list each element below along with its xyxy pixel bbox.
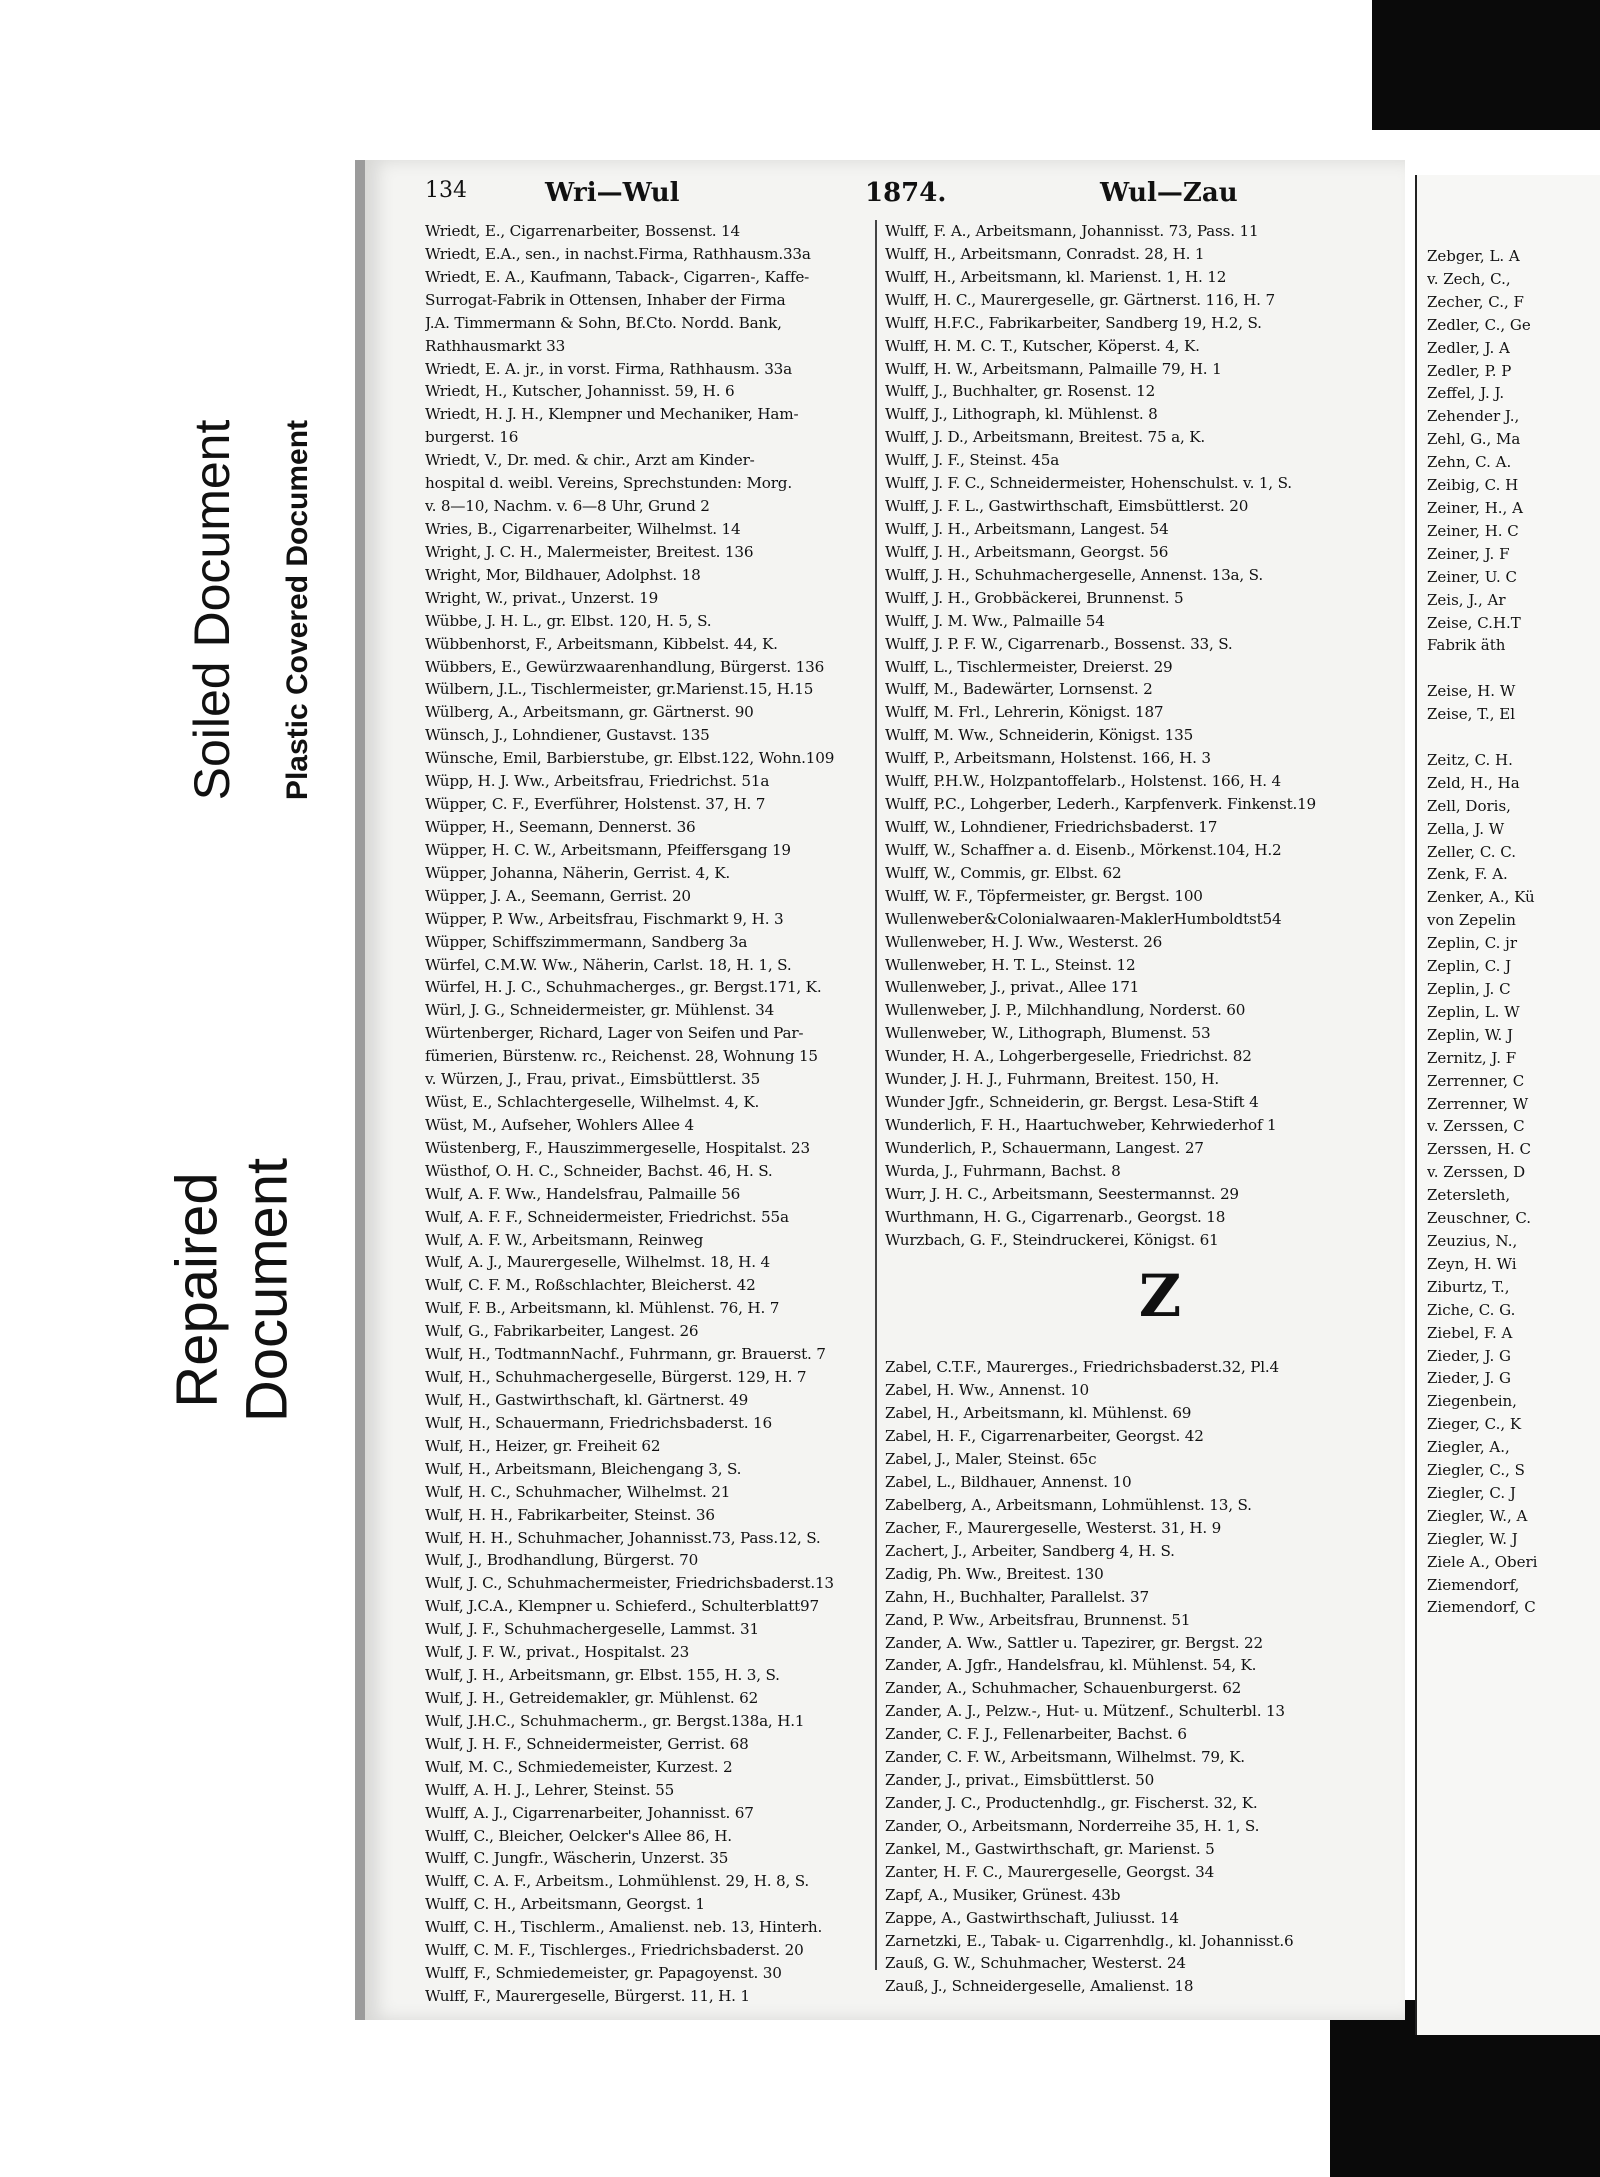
adjacent-entry: Ziemendorf, C — [1427, 1598, 1536, 1617]
soiled-document-stamp — [175, 270, 325, 950]
directory-entry: Wüsthof, O. H. C., Schneider, Bachst. 46, H. S. — [425, 1161, 773, 1180]
directory-entry: Zander, A., Schuhmacher, Schauenburgerst. 62 — [885, 1679, 1242, 1698]
directory-entry: Wulff, J. P. F. W., Cigarrenarb., Bossenst. 33, S. — [885, 634, 1233, 653]
directory-entry: Wries, B., Cigarrenarbeiter, Wilhelmst. 14 — [425, 519, 741, 538]
directory-entry: Wübbers, E., Gewürzwaarenhandlung, Bürgerst. 136 — [425, 657, 825, 676]
adjacent-entry: Fabrik äth — [1427, 636, 1506, 655]
directory-entry: Wright, Mor, Bildhauer, Adolphst. 18 — [425, 565, 701, 584]
right-range: Wul—Zau — [1100, 178, 1238, 208]
adjacent-entry: Zedler, C., Ge — [1427, 315, 1531, 334]
directory-entry: Zabel, H. Ww., Annenst. 10 — [885, 1381, 1089, 1400]
directory-entry: Wünsch, J., Lohndiener, Gustavst. 135 — [425, 726, 710, 745]
directory-entry: Wulf, H., Gastwirthschaft, kl. Gärtnerst. 49 — [425, 1391, 749, 1410]
directory-entry: Wulf, M. C., Schmiedemeister, Kurzest. 2 — [425, 1757, 733, 1776]
adjacent-entry: Zeyn, H. Wi — [1427, 1254, 1517, 1273]
adjacent-entry: Zenker, A., Kü — [1427, 888, 1535, 907]
directory-entry: Wüpper, Johanna, Näherin, Gerrist. 4, K. — [425, 863, 731, 882]
adjacent-column — [1427, 245, 1600, 1619]
directory-entry: v. 8—10, Nachm. v. 6—8 Uhr, Grund 2 — [425, 497, 710, 516]
directory-entry: Wriedt, E.A., sen., in nachst.Firma, Rathhausm.33a — [425, 244, 811, 263]
adjacent-entry: Zebger, L. A — [1427, 247, 1520, 265]
directory-entry: Wulf, H., Arbeitsmann, Bleichengang 3, S. — [425, 1459, 742, 1478]
directory-entry: Wulff, J. F., Steinst. 45a — [885, 451, 1060, 470]
directory-entry: Zander, A. Jgfr., Handelsfrau, kl. Mühlenst. 54, K. — [885, 1656, 1257, 1675]
directory-entry: Wulf, J.C.A., Klempner u. Schieferd., Schulterblatt97 — [425, 1597, 819, 1616]
adjacent-entry: Ziegler, W., A — [1427, 1506, 1528, 1525]
directory-entry: Zabelberg, A., Arbeitsmann, Lohmühlenst. 13, S. — [885, 1496, 1252, 1515]
directory-entry: v. Würzen, J., Frau, privat., Eimsbüttlerst. 35 — [425, 1070, 761, 1089]
directory-entry: Zankel, M., Gastwirthschaft, gr. Marienst. 5 — [885, 1839, 1215, 1858]
directory-entry: fümerien, Bürstenw. rc., Reichenst. 28, Wohnung 15 — [425, 1047, 818, 1066]
right-column — [885, 220, 1395, 1998]
directory-entry: Wright, W., privat., Unzerst. 19 — [425, 588, 659, 607]
directory-entry: Wurzbach, G. F., Steindruckerei, Königst. 61 — [885, 1230, 1219, 1249]
directory-entry: Wulff, J. H., Arbeitsmann, Georgst. 56 — [885, 542, 1169, 561]
adjacent-entry: Zella, J. W — [1427, 819, 1505, 838]
adjacent-entry: Zecher, C., F — [1427, 292, 1524, 311]
directory-entry: Wulff, W., Schaffner a. d. Eisenb., Mörkenst.104, H.2 — [885, 840, 1282, 859]
directory-entry: Wunderlich, F. H., Haartuchweber, Kehrwiederhof 1 — [885, 1115, 1277, 1134]
directory-entry: Wulff, M., Badewärter, Lornsenst. 2 — [885, 680, 1153, 699]
directory-entry: Zappe, A., Gastwirthschaft, Juliusst. 14 — [885, 1908, 1179, 1927]
directory-entry: Zabel, J., Maler, Steinst. 65c — [885, 1450, 1097, 1469]
directory-entry: Wulff, J. F. C., Schneidermeister, Hohenschulst. v. 1, S. — [885, 474, 1292, 493]
adjacent-entry: Ziegler, C. J — [1427, 1483, 1516, 1502]
adjacent-entry: Zeise, T., El — [1427, 705, 1516, 724]
adjacent-entry: Zenk, F. A. — [1427, 865, 1508, 884]
directory-entry: Wright, J. C. H., Malermeister, Breitest. 136 — [425, 542, 754, 561]
directory-entry: Wulf, H., Heizer, gr. Freiheit 62 — [425, 1436, 661, 1455]
directory-entry: Wulff, F. A., Arbeitsmann, Johannisst. 73, Pass. 11 — [885, 222, 1259, 240]
directory-entry: Wübbenhorst, F., Arbeitsmann, Kibbelst. 44, K. — [425, 634, 778, 653]
directory-entry: J.A. Timmermann & Sohn, Bf.Cto. Nordd. Bank, — [425, 313, 782, 332]
directory-entry: Wulff, H.F.C., Fabrikarbeiter, Sandberg 19, H.2, S. — [885, 313, 1262, 332]
directory-entry: Wullenweber&Colonialwaaren-MaklerHumboldtst54 — [885, 909, 1282, 928]
directory-entry: Würtenberger, Richard, Lager von Seifen und Par- — [425, 1024, 804, 1043]
directory-entry: Wulff, A. J., Cigarrenarbeiter, Johannisst. 67 — [425, 1803, 754, 1822]
directory-entry: Wriedt, E. A., Kaufmann, Taback-, Cigarren-, Kaffe- — [425, 267, 810, 286]
directory-entry: Wurda, J., Fuhrmann, Bachst. 8 — [885, 1161, 1121, 1180]
directory-entry: Wulf, A. J., Maurergeselle, Wilhelmst. 18, H. 4 — [425, 1253, 770, 1272]
directory-entry: Wulff, W., Commis, gr. Elbst. 62 — [885, 863, 1122, 882]
left-column — [425, 220, 865, 2008]
directory-page — [355, 160, 1405, 2020]
directory-entry: Zander, J. C., Productenhdlg., gr. Fischerst. 32, K. — [885, 1794, 1258, 1812]
directory-entry: Wulff, M. Frl., Lehrerin, Königst. 187 — [885, 703, 1164, 722]
directory-entry: Wulf, H., Schauermann, Friedrichsbaderst. 16 — [425, 1413, 772, 1432]
adjacent-entry: Zeffel, J. J. — [1427, 384, 1505, 403]
repaired-label-1: Repaired — [164, 1172, 230, 1408]
directory-entry: Rathhausmarkt 33 — [425, 336, 566, 355]
directory-entry: Wulff, H., Arbeitsmann, kl. Marienst. 1, H. 12 — [885, 267, 1227, 286]
directory-entry: Wulf, J. F. W., privat., Hospitalst. 23 — [425, 1643, 690, 1662]
directory-entry: Zander, C. F. J., Fellenarbeiter, Bachst. 6 — [885, 1725, 1187, 1744]
directory-entry: Zabel, L., Bildhauer, Annenst. 10 — [885, 1473, 1132, 1492]
directory-entry: Wurr, J. H. C., Arbeitsmann, Seestermannst. 29 — [885, 1184, 1239, 1203]
directory-entry: Wülberg, A., Arbeitsmann, gr. Gärtnerst. 90 — [425, 703, 754, 722]
adjacent-entry: Ziegenbein, — [1427, 1392, 1517, 1411]
adjacent-entry: Ziburtz, T., — [1427, 1277, 1510, 1296]
adjacent-entry: Zeise, C.H.T — [1427, 613, 1521, 632]
directory-entry: Wulff, J. F. L., Gastwirthschaft, Eimsbüttlerst. 20 — [885, 497, 1249, 516]
directory-entry: Wüpper, Schiffszimmermann, Sandberg 3a — [425, 932, 748, 951]
directory-entry: Wulff, J., Lithograph, kl. Mühlenst. 8 — [885, 405, 1158, 424]
directory-entry: Wulf, C. F. M., Roßschlachter, Bleicherst. 42 — [425, 1276, 756, 1295]
adjacent-entry: Zerrenner, W — [1427, 1094, 1529, 1113]
directory-entry: Wülbern, J.L., Tischlermeister, gr.Marienst.15, H.15 — [425, 680, 814, 699]
adjacent-entry: Zeplin, J. C — [1427, 980, 1511, 998]
directory-entry: Wulff, C. H., Arbeitsmann, Georgst. 1 — [425, 1895, 705, 1914]
adjacent-entry: Zehl, G., Ma — [1427, 430, 1521, 449]
adjacent-entry: von Zepelin — [1427, 911, 1516, 930]
directory-entry: Wüst, M., Aufseher, Wohlers Allee 4 — [425, 1115, 694, 1134]
adjacent-entry: Zeplin, L. W — [1427, 1002, 1520, 1021]
directory-entry: Wunder, H. A., Lohgerbergeselle, Friedrichst. 82 — [885, 1047, 1252, 1066]
directory-entry: Wünsche, Emil, Barbierstube, gr. Elbst.122, Wohn.109 — [425, 749, 835, 768]
adjacent-entry: Zeis, J., Ar — [1427, 590, 1506, 609]
directory-entry: Würfel, H. J. C., Schuhmacherges., gr. Bergst.171, K. — [425, 978, 822, 997]
directory-entry: Zanter, H. F. C., Maurergeselle, Georgst. 34 — [885, 1862, 1215, 1881]
adjacent-entry: Zeise, H. W — [1427, 682, 1516, 701]
directory-entry: Wullenweber, J., privat., Allee 171 — [885, 978, 1140, 997]
adjacent-entry: Zernitz, J. F — [1427, 1048, 1517, 1067]
directory-entry: Wüst, E., Schlachtergeselle, Wilhelmst. 4, K. — [425, 1093, 760, 1112]
directory-entry: Zabel, H., Arbeitsmann, kl. Mühlenst. 69 — [885, 1404, 1192, 1423]
adjacent-entry: Zehn, C. A. — [1427, 453, 1512, 472]
adjacent-entry: Zeitz, C. H. — [1427, 750, 1513, 769]
adjacent-entry: v. Zerssen, C — [1427, 1117, 1525, 1136]
directory-entry: Wübbe, J. H. L., gr. Elbst. 120, H. 5, S. — [425, 611, 712, 630]
directory-entry: Wulf, J.H.C., Schuhmacherm., gr. Bergst.138a, H.1 — [425, 1711, 805, 1730]
directory-entry: Zander, C. F. W., Arbeitsmann, Wilhelmst. 79, K. — [885, 1748, 1245, 1767]
directory-entry: Wulff, F., Maurergeselle, Bürgerst. 11, H. 1 — [425, 1986, 750, 2005]
directory-entry: Wulff, A. H. J., Lehrer, Steinst. 55 — [425, 1780, 675, 1799]
repaired-label-2: Document — [234, 1157, 300, 1423]
left-range: Wri—Wul — [545, 178, 680, 208]
adjacent-entry — [1427, 726, 1600, 749]
plastic-label: Plastic Covered Document — [281, 419, 314, 801]
directory-entry: Wulf, J. C., Schuhmachermeister, Friedrichsbaderst.13 — [425, 1574, 834, 1593]
film-edge-top — [1372, 0, 1600, 130]
directory-entry: Wulff, L., Tischlermeister, Dreierst. 29 — [885, 657, 1173, 676]
directory-entry: Surrogat-Fabrik in Ottensen, Inhaber der Firma — [425, 290, 786, 309]
directory-entry: Zander, O., Arbeitsmann, Norderreihe 35, H. 1, S. — [885, 1816, 1260, 1835]
directory-entry: Wurthmann, H. G., Cigarrenarb., Georgst. 18 — [885, 1207, 1226, 1226]
directory-entry: Wulf, H., Schuhmachergeselle, Bürgerst. 129, H. 7 — [425, 1368, 807, 1387]
adjacent-entry: Zeibig, C. H — [1427, 476, 1519, 495]
adjacent-entry: Zedler, J. A — [1427, 338, 1510, 357]
directory-entry: Wunderlich, P., Schauermann, Langest. 27 — [885, 1138, 1204, 1157]
directory-entry: Wulff, H. C., Maurergeselle, gr. Gärtnerst. 116, H. 7 — [885, 290, 1275, 309]
directory-entry: Wulf, J. H., Getreidemakler, gr. Mühlenst. 62 — [425, 1689, 759, 1707]
directory-entry: Wulff, P., Arbeitsmann, Holstenst. 166, H. 3 — [885, 749, 1211, 768]
directory-entry: Zarnetzki, E., Tabak- u. Cigarrenhdlg., kl. Johannisst.6 — [885, 1931, 1294, 1950]
directory-entry: Zapf, A., Musiker, Grünest. 43b — [885, 1885, 1121, 1904]
directory-entry: Wüstenberg, F., Hauszimmergeselle, Hospitalst. 23 — [425, 1138, 810, 1157]
directory-entry: Wulf, G., Fabrikarbeiter, Langest. 26 — [425, 1322, 699, 1341]
directory-entry: Wulff, P.C., Lohgerber, Lederh., Karpfenverk. Finkenst.19 — [885, 795, 1317, 814]
directory-entry: Wulff, W. F., Töpfermeister, gr. Bergst. 100 — [885, 886, 1203, 905]
page-number: 134 — [425, 178, 467, 203]
adjacent-entry: Ziegler, W. J — [1427, 1529, 1518, 1548]
directory-entry: Zacher, F., Maurergeselle, Westerst. 31, H. 9 — [885, 1518, 1222, 1537]
directory-entry: Wulff, H. W., Arbeitsmann, Palmaille 79, H. 1 — [885, 359, 1222, 378]
directory-entry: Zadig, Ph. Ww., Breitest. 130 — [885, 1564, 1104, 1583]
adjacent-entry: Zeuzius, N., — [1427, 1231, 1518, 1250]
directory-entry: Wulff, H. M. C. T., Kutscher, Köperst. 4, K. — [885, 336, 1200, 355]
directory-entry: Wulff, J. H., Grobbäckerei, Brunnenst. 5 — [885, 588, 1184, 607]
directory-entry: Zauß, G. W., Schuhmacher, Westerst. 24 — [885, 1954, 1186, 1973]
adjacent-entry: Zeiner, J. F — [1427, 544, 1510, 563]
adjacent-entry: Ziegler, A., — [1427, 1438, 1510, 1457]
directory-entry: Wullenweber, W., Lithograph, Blumenst. 53 — [885, 1024, 1211, 1043]
directory-entry: Wullenweber, J. P., Milchhandlung, Norderst. 60 — [885, 1001, 1246, 1020]
repaired-document-stamp — [150, 1080, 320, 1500]
directory-entry: Wulff, C. Jungfr., Wäscherin, Unzerst. 35 — [425, 1849, 729, 1868]
adjacent-entry: Zeiner, H. C — [1427, 521, 1519, 540]
directory-entry: Wulff, J. H., Schuhmachergeselle, Annenst. 13a, S. — [885, 565, 1263, 584]
adjacent-entry — [1427, 657, 1600, 680]
directory-entry: Zander, A. J., Pelzw.-, Hut- u. Mützenf., Schulterbl. 13 — [885, 1702, 1285, 1721]
directory-entry: Zahn, H., Buchhalter, Parallelst. 37 — [885, 1587, 1149, 1606]
directory-entry: Wulf, F. B., Arbeitsmann, kl. Mühlenst. 76, H. 7 — [425, 1299, 780, 1318]
adjacent-entry: Zieder, J. G — [1427, 1369, 1512, 1388]
directory-entry: Wüpp, H. J. Ww., Arbeitsfrau, Friedrichst. 51a — [425, 772, 770, 791]
directory-entry: Zachert, J., Arbeiter, Sandberg 4, H. S. — [885, 1541, 1175, 1560]
adjacent-entry: Zieger, C., K — [1427, 1415, 1522, 1434]
adjacent-entry: Zell, Doris, — [1427, 796, 1511, 815]
adjacent-entry: Zeld, H., Ha — [1427, 773, 1520, 792]
year: 1874. — [865, 178, 947, 208]
adjacent-entry: Zeiner, U. C — [1427, 567, 1517, 586]
directory-entry: Würl, J. G., Schneidermeister, gr. Mühlenst. 34 — [425, 1001, 775, 1020]
adjacent-entry: Zeplin, C. J — [1427, 957, 1512, 976]
directory-entry: Wüpper, H., Seemann, Dennerst. 36 — [425, 817, 696, 836]
column-divider — [875, 220, 877, 1970]
directory-entry: Wulff, C. A. F., Arbeitsm., Lohmühlenst. 29, H. 8, S. — [425, 1872, 810, 1891]
directory-entry: Wulf, J. F., Schuhmachergeselle, Lammst. 31 — [425, 1620, 759, 1639]
adjacent-entry: Zeplin, C. jr — [1427, 934, 1517, 953]
directory-entry: Wriedt, V., Dr. med. & chir., Arzt am Kinder- — [425, 451, 755, 470]
directory-entry: Wulf, J. H. F., Schneidermeister, Gerrist. 68 — [425, 1734, 749, 1753]
soiled-label: Soiled Document — [184, 419, 240, 801]
adjacent-entry: v. Zerssen, D — [1427, 1163, 1526, 1182]
adjacent-entry: Zeuschner, C. — [1427, 1209, 1532, 1228]
directory-entry: Wüpper, P. Ww., Arbeitsfrau, Fischmarkt 9, H. 3 — [425, 909, 784, 928]
directory-entry: Wriedt, H. J. H., Klempner und Mechaniker, Ham- — [425, 405, 799, 424]
adjacent-entry: v. Zech, C., — [1427, 269, 1511, 288]
adjacent-entry: Zerssen, H. C — [1427, 1140, 1532, 1159]
adjacent-entry: Ziegler, C., S — [1427, 1461, 1525, 1480]
directory-entry: Wulff, P.H.W., Holzpantoffelarb., Holstenst. 166, H. 4 — [885, 772, 1281, 791]
directory-entry: Wulf, A. F. W., Arbeitsmann, Reinweg — [425, 1230, 704, 1249]
directory-entry: Wulff, C., Bleicher, Oelcker's Allee 86, H. — [425, 1826, 732, 1845]
directory-entry: Wulf, H. H., Schuhmacher, Johannisst.73, Pass.12, S. — [425, 1528, 821, 1547]
adjacent-entry: Zeller, C. C. — [1427, 842, 1517, 861]
directory-entry: Wulff, W., Lohndiener, Friedrichsbaderst. 17 — [885, 817, 1218, 836]
directory-entry: Zauß, J., Schneidergeselle, Amalienst. 18 — [885, 1977, 1194, 1996]
directory-entry: Wulff, J., Buchhalter, gr. Rosenst. 12 — [885, 382, 1156, 401]
directory-entry: Wulf, J. H., Arbeitsmann, gr. Elbst. 155, H. 3, S. — [425, 1666, 780, 1685]
directory-entry: Wunder, J. H. J., Fuhrmann, Breitest. 150, H. — [885, 1070, 1220, 1089]
directory-entry: Wulff, C. H., Tischlerm., Amalienst. neb. 13, Hinterh. — [425, 1918, 823, 1937]
adjacent-entry: Zehender J., — [1427, 407, 1520, 426]
directory-entry: Wulff, F., Schmiedemeister, gr. Papagoyenst. 30 — [425, 1964, 782, 1983]
directory-entry: Wulf, H., TodtmannNachf., Fuhrmann, gr. Brauerst. 7 — [425, 1345, 826, 1364]
directory-entry: Zander, A. Ww., Sattler u. Tapezirer, gr. Bergst. 22 — [885, 1633, 1263, 1652]
directory-entry: Wulf, A. F. Ww., Handelsfrau, Palmaille 56 — [425, 1184, 741, 1203]
adjacent-entry: Ziebel, F. A — [1427, 1323, 1513, 1342]
adjacent-entry: Zieder, J. G — [1427, 1346, 1512, 1365]
directory-entry: Wulff, H., Arbeitsmann, Conradst. 28, H. 1 — [885, 244, 1205, 263]
directory-entry: Wulff, C. M. F., Tischlerges., Friedrichsbaderst. 20 — [425, 1941, 804, 1960]
adjacent-entry: Zedler, P. P — [1427, 361, 1512, 380]
directory-entry: Zabel, H. F., Cigarrenarbeiter, Georgst. 42 — [885, 1427, 1204, 1446]
directory-entry: Wulf, H. C., Schuhmacher, Wilhelmst. 21 — [425, 1482, 731, 1501]
directory-entry: Wulf, H. H., Fabrikarbeiter, Steinst. 36 — [425, 1505, 715, 1524]
directory-entry: Wüpper, C. F., Everführer, Holstenst. 37, H. 7 — [425, 795, 766, 814]
directory-entry: burgerst. 16 — [425, 428, 519, 447]
adjacent-entry: Zetersleth, — [1427, 1186, 1511, 1205]
section-letter: Z — [1138, 1262, 1182, 1331]
adjacent-page — [1415, 175, 1600, 2035]
directory-entry: Wulff, M. Ww., Schneiderin, Königst. 135 — [885, 726, 1194, 745]
adjacent-entry: Ziele A., Oberi — [1427, 1552, 1538, 1571]
directory-entry: Wulff, J. M. Ww., Palmaille 54 — [885, 611, 1105, 630]
directory-entry: Zander, J., privat., Eimsbüttlerst. 50 — [885, 1771, 1155, 1790]
adjacent-entry: Ziche, C. G. — [1427, 1300, 1516, 1319]
directory-entry: Wüpper, H. C. W., Arbeitsmann, Pfeiffersgang 19 — [425, 840, 791, 859]
adjacent-entry: Zerrenner, C — [1427, 1071, 1525, 1090]
directory-entry: Wriedt, H., Kutscher, Johannisst. 59, H. 6 — [425, 382, 735, 401]
directory-entry: Zabel, C.T.F., Maurerges., Friedrichsbaderst.32, Pl.4 — [885, 1358, 1279, 1377]
directory-entry: Wüpper, J. A., Seemann, Gerrist. 20 — [425, 886, 691, 905]
directory-entry: Wriedt, E. A. jr., in vorst. Firma, Rathhausm. 33a — [425, 359, 793, 378]
directory-entry: Würfel, C.M.W. Ww., Näherin, Carlst. 18, H. 1, S. — [425, 955, 792, 974]
directory-entry: Wulff, J. H., Arbeitsmann, Langest. 54 — [885, 519, 1169, 538]
directory-entry: Zand, P. Ww., Arbeitsfrau, Brunnenst. 51 — [885, 1610, 1191, 1629]
directory-entry: Wulf, J., Brodhandlung, Bürgerst. 70 — [425, 1551, 699, 1570]
directory-entry: Wunder Jgfr., Schneiderin, gr. Bergst. Lesa-Stift 4 — [885, 1093, 1259, 1112]
adjacent-entry: Zeplin, W. J — [1427, 1025, 1514, 1044]
directory-entry: Wulff, J. D., Arbeitsmann, Breitest. 75 a, K. — [885, 428, 1205, 447]
directory-entry: Wriedt, E., Cigarrenarbeiter, Bossenst. 14 — [425, 222, 740, 240]
adjacent-entry: Ziemendorf, — [1427, 1575, 1520, 1594]
directory-entry: Wulf, A. F. F., Schneidermeister, Friedrichst. 55a — [425, 1207, 789, 1226]
page-header — [425, 178, 1385, 218]
directory-entry: hospital d. weibl. Vereins, Sprechstunden: Morg. — [425, 474, 792, 493]
adjacent-entry: Zeiner, H., A — [1427, 498, 1523, 517]
directory-entry: Wullenweber, H. T. L., Steinst. 12 — [885, 955, 1136, 974]
directory-entry: Wullenweber, H. J. Ww., Westerst. 26 — [885, 932, 1163, 951]
